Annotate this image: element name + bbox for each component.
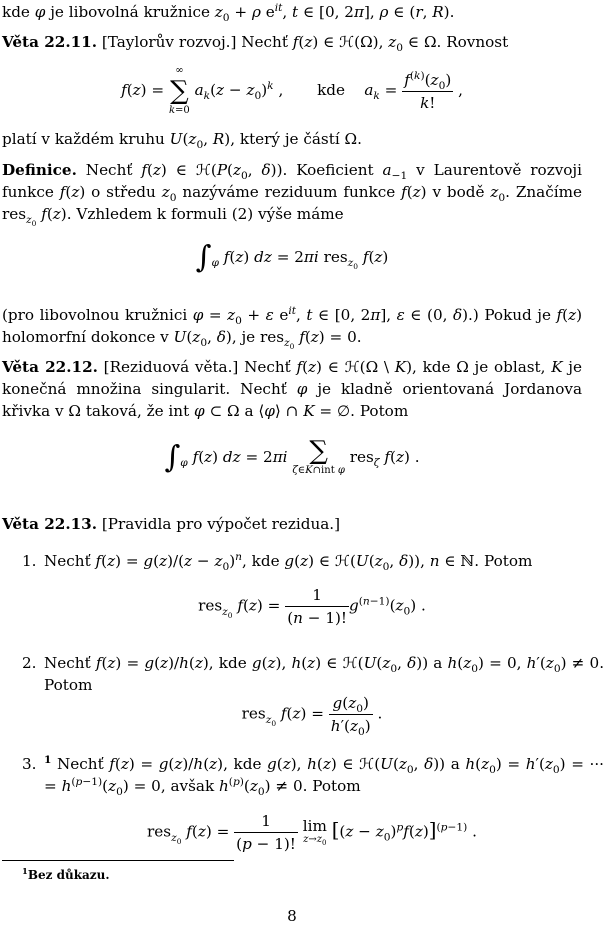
definition-after: (pro libovolnou kružnici $\varphi = z_0 + \varepsilon$ $e^{it}$, t ∈ [0, 2π], ε ∈ (0, δ).) Pokud je f(z) holomorfní dokonce v $U(z_0$, δ), je res$_{z_0}$ f(z) = 0. [2, 303, 583, 352]
residue-theorem-equation: $\int_\varphi$ f(z) dz = 2πi ∑ ζ∈K∩int φ res$_\zeta$ f(z) . [164, 436, 420, 476]
item-3-equation: res$_{z_0}$ f(z) = $\frac{1}{(p - 1)!}$ lim $z\to z_0$ $[(z - z_0)^pf(z)]^{(p-1)}$ . [147, 812, 477, 853]
list-number: 2. [22, 654, 37, 672]
page-number: 8 [287, 907, 297, 925]
footnote-text: Bez důkazu. [27, 868, 110, 882]
footnote-rule [2, 860, 234, 861]
item-1-equation: res$_{z_0}$ f(z) = $\frac{1}{(n - 1)!}$ $g^{(n-1)}(z_0)$ . [198, 586, 426, 627]
definition-residue: Definice. Nechť f(z) ∈ $ℋ(P(z_0$, δ)). Koeficient $a_{-1}$ v Laurentově rozvoji funkce f(z) o středu $z_0$ nazýváme reziduum funkce f(z) v bodě $z_0$. Značíme res$_{z_0}$ f(z). Vzhledem k formuli (2) výše máme [2, 161, 582, 229]
list-item-2: 2. Nechť f(z) = g(z)/h(z), kde g(z), h(z) ∈ $ℋ(U(z_0$, δ)) a $h(z_0) = 0$, $h'(z_0) \ne 0$. Potom [22, 654, 604, 694]
theorem-22-12-title: Věta 22.12. [2, 358, 98, 376]
footnote [22, 864, 110, 886]
item-2-equation: res$_{z_0}$ f(z) = $\frac{g(z_0)}{h'(z_0)}$ . [241, 694, 383, 739]
list-number: 3. [22, 755, 37, 773]
definition-title: Definice. [2, 161, 77, 179]
taylor-equation: f(z) = ∞ ∑ k=0 $a_k(z - z_0)^k$ , kde $a_k$ = $\frac{f^{(k)}(z_0)}{k!}$ , [121, 65, 463, 116]
theorem-22-11-title: Věta 22.11. [2, 33, 98, 51]
taylor-after: platí v každém kruhu $U(z_0$, R), který je částí Ω. [2, 130, 362, 152]
residue-integral-equation: $\int_\varphi$ f(z) dz = 2πi res$_{z_0}$ f(z) [195, 240, 389, 275]
list-number: 1. [22, 552, 37, 570]
footnote-mark: 1 [22, 866, 28, 876]
theorem-22-13-title: Věta 22.13. [2, 515, 98, 533]
intro-line: kde φ je libovolná kružnice $z_0 + \rho$ $e^{it}$, t ∈ [0, 2π], ρ ∈ (r, R). [2, 0, 455, 25]
theorem-22-13: Věta 22.13. [Pravidla pro výpočet rezidua.] [2, 515, 341, 533]
theorem-22-12: Věta 22.12. [Reziduová věta.] Nechť f(z) ∈ ℋ(Ω \ K), kde Ω je oblast, K je konečná množina singularit. Nechť φ je kladně orientovaná Jordanova křivka v Ω taková, že int φ ⊂ Ω a ⟨φ⟩ ∩ K = ∅. Potom [2, 358, 582, 420]
theorem-22-11: Věta 22.11. [Taylorův rozvoj.] Nechť f(z) ∈ ℋ(Ω), $z_0$ ∈ Ω. Rovnost [2, 33, 509, 55]
list-item-3: 3. $^1$ Nechť f(z) = g(z)/h(z), kde g(z), h(z) ∈ $ℋ(U(z_0$, δ)) a $h(z_0) = h'(z_0)$ = ··· = $h^{(p-1)}(z_0) = 0$, avšak $h^{(p)}(z_0) \ne 0$. Potom [22, 752, 604, 799]
list-item-1: 1. Nechť $f(z) = g(z)/(z - z_0)^n$, kde g(z) ∈ $ℋ(U(z_0$, δ)), n ∈ ℕ. Potom [22, 549, 533, 574]
